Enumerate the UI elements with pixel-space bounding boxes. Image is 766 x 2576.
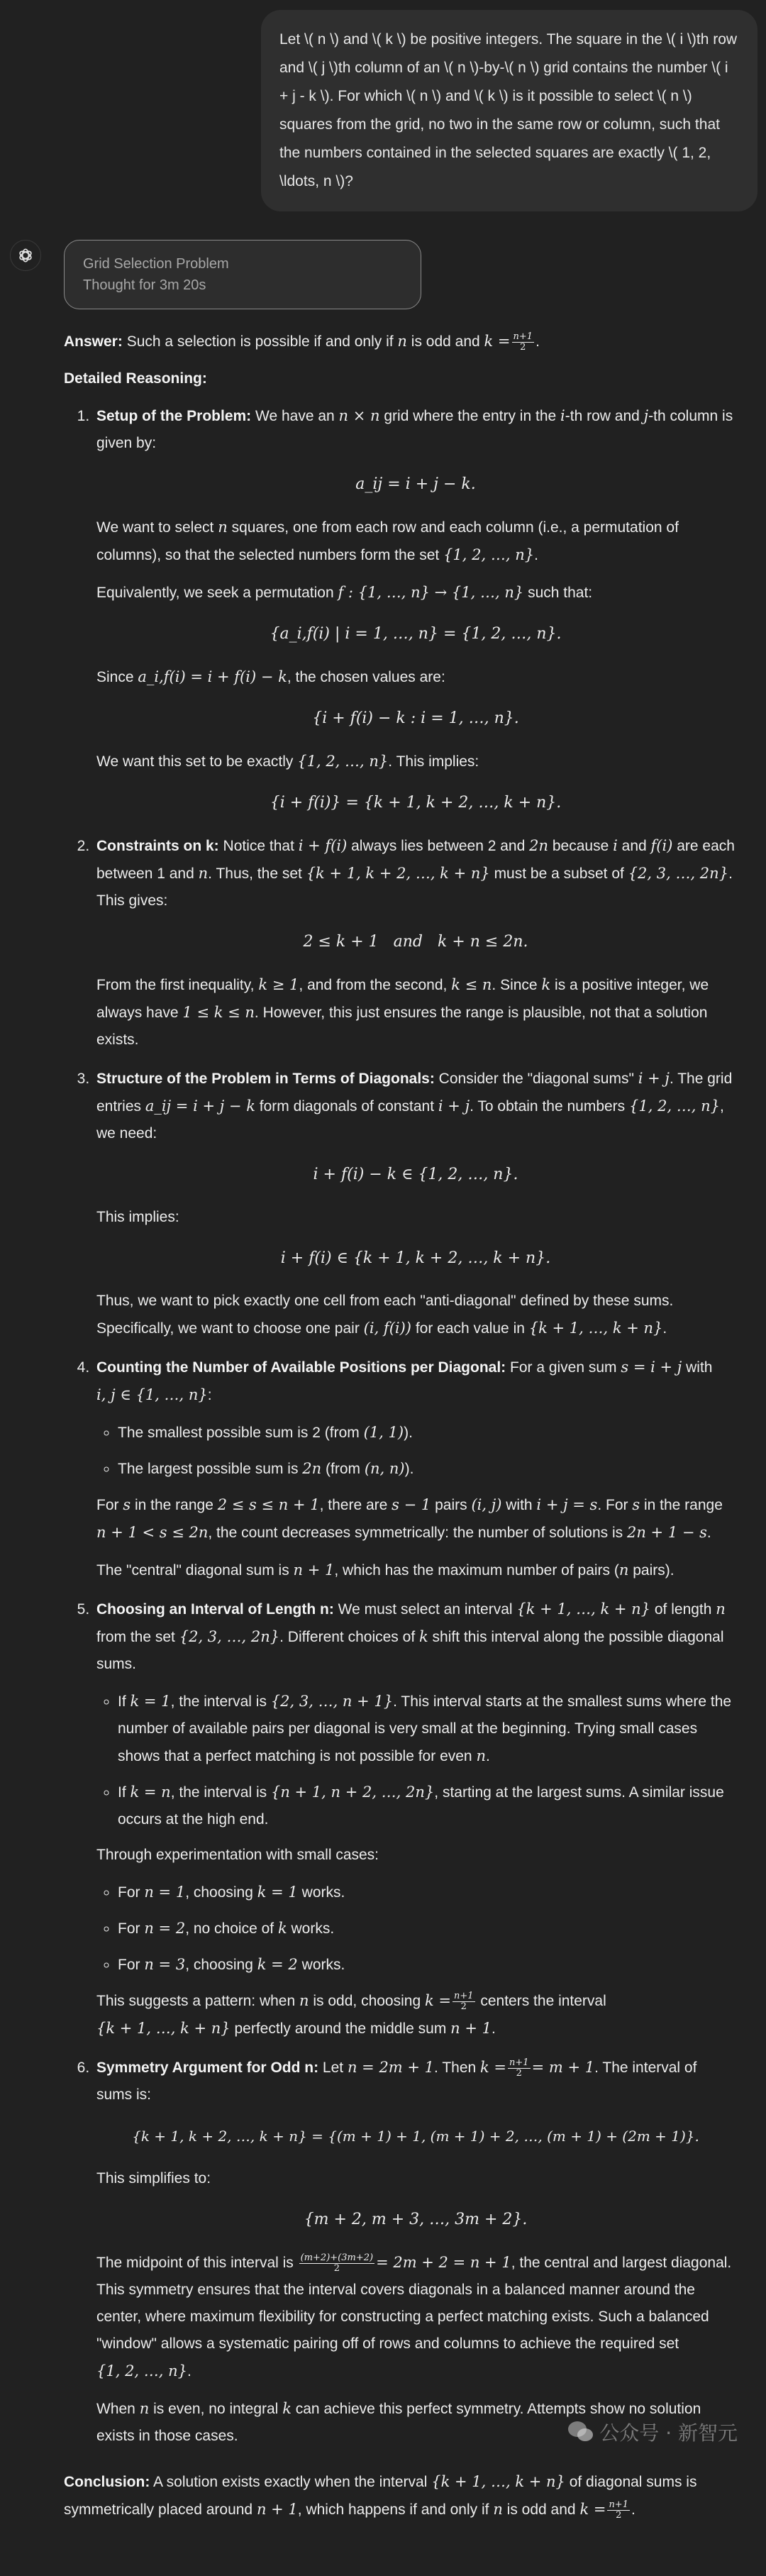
fraction-numerator: n+1	[609, 2499, 628, 2510]
math-display: 2 ≤ k + 1 and k + n ≤ 2n.	[303, 933, 528, 951]
text: From the first inequality,	[96, 977, 259, 993]
text: of length	[650, 1601, 716, 1618]
text: .	[631, 2502, 635, 2518]
text: Thus, we want to pick exactly one cell from each "anti-diagonal" defined by these sums. Specifically, we want to choose one pair	[96, 1293, 674, 1337]
text: , no choice of	[185, 1920, 278, 1937]
math-inline: = 2m + 2 = n + 1	[376, 2254, 511, 2271]
text: . This gives:	[96, 866, 733, 909]
openai-logo-icon	[16, 246, 35, 265]
text: This simplifies to:	[96, 2170, 211, 2187]
bullet-item	[118, 1688, 735, 1770]
text: , there are	[319, 1497, 392, 1513]
text: , and from the second,	[299, 977, 452, 993]
step-item	[94, 1596, 735, 2042]
step-paragraph	[96, 1987, 735, 2042]
text: Let	[318, 2060, 348, 2076]
math-inline: {k + 1, …, k + n}	[528, 1320, 663, 1337]
text: For	[118, 1884, 145, 1901]
fraction-denominator: 2	[460, 2001, 467, 2012]
math-inline: {1, 2, …, n}	[443, 546, 535, 563]
text: We want this set to be exactly	[96, 753, 298, 770]
text: pairs	[431, 1497, 472, 1513]
assistant-avatar	[10, 240, 41, 271]
text: for each value in	[411, 1320, 529, 1337]
bullet-item	[118, 1419, 735, 1447]
text: A solution exists exactly when the interval	[150, 2474, 432, 2490]
step-paragraph	[96, 2054, 735, 2108]
math-inline: n + 1	[450, 2020, 492, 2037]
math-inline: k = n	[130, 1784, 171, 1801]
step-paragraph	[96, 1288, 735, 1342]
text: can achieve this perfect symmetry. Attempts show no solution exists in those cases.	[96, 2401, 701, 2444]
text: always lies between 2 and	[347, 838, 530, 854]
math-inline: n	[397, 333, 407, 350]
math-fraction	[453, 1991, 475, 2012]
math-display: {i + f(i)} = {k + 1, k + 2, …, k + n}.	[270, 794, 562, 812]
math-inline: f : {1, …, n} → {1, …, n}	[338, 584, 524, 601]
step-paragraph	[96, 1065, 735, 1147]
step-item	[94, 1354, 735, 1584]
text: of diagonal sums is symmetrically placed around	[64, 2474, 697, 2518]
text: form diagonals of constant	[255, 1098, 438, 1115]
math-inline: a_i,f(i) = i + f(i) − k	[138, 668, 287, 685]
text: This suggests a pattern: when	[96, 1993, 299, 2009]
math-inline: n	[493, 2501, 503, 2518]
math-inline: (i, j)	[471, 1496, 502, 1513]
thought-summary-toggle[interactable]	[64, 240, 421, 309]
text: For a given sum	[506, 1359, 621, 1376]
step-item	[94, 402, 735, 817]
math-inline: 2n	[302, 1460, 322, 1477]
math-inline: s	[632, 1496, 640, 1513]
text: This implies:	[96, 1209, 179, 1225]
text: works.	[297, 1884, 345, 1901]
math-inline: n = 1	[144, 1884, 186, 1901]
text: , we need:	[96, 1098, 724, 1141]
text: pairs).	[628, 1562, 675, 1579]
text: . The grid entries	[96, 1071, 733, 1115]
answer-text: .	[535, 333, 540, 350]
text: is even, no integral	[149, 2401, 283, 2417]
math-display: {i + f(i) − k : i = 1, …, n}.	[312, 709, 519, 727]
math-inline: i	[560, 407, 565, 424]
math-inline: n + 1 < s ≤ 2n	[96, 1524, 209, 1541]
math-inline: n + 1	[256, 2501, 298, 2518]
math-inline: {k + 1, …, k + n}	[431, 2473, 565, 2490]
text: For	[118, 1957, 145, 1973]
bullet-item	[118, 1779, 735, 1833]
math-inline: k =	[424, 1992, 451, 2009]
math-display: {m + 2, m + 3, …, 3m + 2}.	[304, 2211, 528, 2228]
text: works.	[287, 1920, 335, 1937]
text: If	[118, 1784, 131, 1801]
reasoning-steps	[64, 402, 735, 2450]
text: , the count decreases symmetrically: the number of solutions is	[208, 1525, 627, 1541]
math-inline: k	[541, 976, 551, 993]
step-title: Constraints on k:	[96, 838, 219, 854]
text: perfectly around the middle sum	[230, 2021, 451, 2037]
assistant-response	[64, 328, 735, 2524]
math-inline: n = 2	[144, 1920, 186, 1937]
math-inline: n = 2m + 1	[347, 2059, 435, 2076]
text: is odd, choosing	[309, 1993, 425, 2009]
step-paragraph	[96, 1842, 735, 1869]
text: When	[96, 2401, 140, 2417]
step-paragraph	[96, 579, 735, 607]
math-inline: f(i)	[650, 837, 673, 854]
text: The smallest possible sum is 2 (from	[118, 1425, 364, 1441]
math-display: i + f(i) ∈ {k + 1, k + 2, …, k + n}.	[280, 1249, 551, 1267]
math-fraction	[299, 2253, 374, 2274]
text: from the set	[96, 1629, 179, 1645]
text: The largest possible sum is	[118, 1461, 303, 1477]
text: Notice that	[218, 838, 299, 854]
text: , the chosen values are:	[287, 669, 445, 685]
text: We want to select	[96, 519, 218, 536]
math-inline: n	[299, 1992, 309, 2009]
step-title: Setup of the Problem:	[96, 408, 252, 424]
step-item	[94, 832, 735, 1054]
text: , starting at the largest sums. A similar issue occurs at the high end.	[118, 1784, 724, 1828]
math-inline: (n, n)	[364, 1460, 405, 1477]
step-paragraph	[96, 832, 735, 914]
math-inline: (1, 1)	[363, 1424, 404, 1441]
math-fraction	[508, 2058, 531, 2079]
math-inline: (i, f(i))	[363, 1320, 411, 1337]
fraction-denominator: 2	[520, 341, 526, 353]
text: and	[617, 838, 651, 854]
text: For	[96, 1497, 123, 1513]
math-inline: {n + 1, n + 2, …, 2n}	[270, 1784, 435, 1801]
text: squares, one from each row and each column (i.e., a permutation of columns), so that the selected numbers form the set	[96, 519, 679, 563]
math-fraction	[607, 2500, 630, 2521]
text: such that:	[523, 585, 593, 601]
step-paragraph	[96, 1596, 735, 1678]
text: We must select an interval	[333, 1601, 517, 1618]
text: Since	[96, 669, 138, 685]
step-paragraph	[96, 2395, 735, 2450]
text: , which happens if and only if	[297, 2502, 494, 2518]
user-message-row	[0, 0, 766, 211]
fraction-numerator: (m+2)+(3m+2)	[300, 2252, 374, 2263]
math-inline: k = 2	[257, 1956, 298, 1973]
text: . For	[597, 1497, 633, 1513]
text: . The interval of sums is:	[96, 2060, 697, 2103]
step-paragraph	[96, 1204, 735, 1231]
math-inline: k ≥ 1	[258, 976, 299, 993]
math-inline: k =	[484, 333, 511, 350]
user-message-text: Let \( n \) and \( k \) be positive integers. The square in the \( i \)th row and \( j \)th column of an \( n \)-by-\( n \) grid contains the number \( i + j - k \). For which \( n \) and \( k \) is it possible to select \( n \) squares from the grid, no two in the same row or column, such that the numbers contained in the selected squares are exactly \( 1, 2, \ldots, n \)?	[279, 31, 738, 189]
math-display: i + f(i) − k ∈ {1, 2, …, n}.	[313, 1166, 518, 1183]
math-inline: 1 ≤ k ≤ n	[182, 1004, 255, 1021]
math-inline: n = 3	[144, 1956, 186, 1973]
text: .	[662, 1320, 667, 1337]
step-title: Counting the Number of Available Positions per Diagonal:	[96, 1359, 506, 1376]
step-title: Choosing an Interval of Length n:	[96, 1601, 334, 1618]
step-paragraph	[96, 663, 735, 691]
math-inline: {k + 1, k + 2, …, k + n}	[306, 865, 490, 882]
step-paragraph	[96, 2165, 735, 2192]
step-item	[94, 1065, 735, 1342]
math-inline: n	[716, 1601, 726, 1618]
step-paragraph	[96, 2249, 735, 2385]
text: If	[118, 1693, 131, 1710]
thought-title: Grid Selection Problem	[83, 256, 229, 272]
math-display: a_ij = i + j − k.	[355, 475, 476, 493]
math-inline: a_ij = i + j − k	[145, 1098, 255, 1115]
math-inline: {k + 1, …, k + n}	[516, 1601, 651, 1618]
text: , choosing	[185, 1957, 257, 1973]
text: , the interval is	[170, 1784, 271, 1801]
fraction-numerator: n+1	[453, 1990, 474, 2001]
text: Equivalently, we seek a permutation	[96, 585, 338, 601]
step-title: Structure of the Problem in Terms of Diagonals:	[96, 1071, 435, 1087]
step-title: Symmetry Argument for Odd n:	[96, 2060, 319, 2076]
math-inline: i + j = s	[536, 1496, 598, 1513]
math-inline: n + 1	[293, 1561, 335, 1579]
text: The midpoint of this interval is	[96, 2255, 298, 2271]
text: . Then	[434, 2060, 481, 2076]
math-inline: k = 1	[130, 1693, 171, 1710]
math-inline: = m + 1	[531, 2059, 595, 2076]
math-inline: n	[618, 1561, 629, 1579]
text: is a positive integer, we always have	[96, 977, 709, 1021]
math-inline: i, j ∈ {1, …, n}	[96, 1386, 208, 1403]
step-paragraph	[96, 971, 735, 1054]
math-inline: i	[613, 837, 618, 854]
text: grid where the entry in the	[379, 408, 561, 424]
math-inline: j	[643, 407, 649, 424]
detailed-heading	[64, 365, 735, 392]
math-inline: n × n	[338, 407, 380, 424]
fraction-denominator: 2	[516, 2067, 522, 2079]
text: (from	[321, 1461, 365, 1477]
math-inline: s	[123, 1496, 131, 1513]
answer-text: is odd and	[406, 333, 484, 350]
text: .	[485, 1748, 490, 1764]
math-inline: 2n + 1 − s	[627, 1524, 707, 1541]
text: with	[501, 1497, 537, 1513]
step-item	[94, 2054, 735, 2450]
step-paragraph	[96, 748, 735, 775]
thought-duration: Thought for 3m 20s	[83, 277, 206, 293]
text: . Since	[492, 977, 542, 993]
math-inline: n	[139, 2400, 150, 2417]
text: in the range	[640, 1497, 723, 1513]
text: works.	[297, 1957, 345, 1973]
math-inline: s = i + j	[621, 1359, 682, 1376]
answer-paragraph	[64, 328, 735, 355]
answer-text: Such a selection is possible if and only if	[122, 333, 398, 350]
text: .	[706, 1525, 711, 1541]
math-inline: 2 ≤ s ≤ n + 1	[217, 1496, 320, 1513]
text: is odd and	[502, 2502, 580, 2518]
text: , the central and largest diagonal. This symmetry ensures that the interval covers diagonals in a balanced manner around the center, where maximum flexibility for constructing a perfect matching exists. Such a balanced "window" allows a systematic pairing off of rows and columns to achieve the required set	[96, 2255, 732, 2352]
math-fraction	[512, 332, 535, 353]
math-display: {k + 1, k + 2, …, k + n} = {(m + 1) + 1, (m + 1) + 2, …, (m + 1) + (2m + 1)}.	[132, 2128, 699, 2145]
math-inline: n	[476, 1747, 486, 1764]
text: .	[492, 2021, 496, 2037]
text: We have an	[251, 408, 339, 424]
math-inline: k =	[579, 2501, 606, 2518]
bullet-list	[96, 1688, 735, 1833]
text: . This implies:	[388, 753, 479, 770]
step-paragraph	[96, 1557, 735, 1584]
math-inline: k	[418, 1628, 428, 1645]
assistant-message	[0, 211, 766, 2576]
text: ).	[404, 1425, 413, 1441]
text: -th row and	[565, 408, 644, 424]
text: Consider the "diagonal sums"	[434, 1071, 638, 1087]
text: because	[548, 838, 614, 854]
text: , choosing	[185, 1884, 257, 1901]
text: .	[534, 547, 538, 563]
conclusion-label: Conclusion:	[64, 2474, 150, 2490]
math-inline: i + j	[438, 1098, 470, 1115]
text: , which has the maximum number of pairs (	[334, 1562, 619, 1579]
bullet-list	[96, 1879, 735, 1979]
text: with	[682, 1359, 713, 1376]
text: . Thus, the set	[208, 866, 306, 882]
fraction-numerator: n+1	[513, 331, 533, 342]
text: Through experimentation with small cases:	[96, 1847, 379, 1863]
math-inline: {2, 3, …, 2n}	[179, 1628, 280, 1645]
text: , the interval is	[170, 1693, 271, 1710]
user-message-bubble	[261, 10, 757, 211]
detailed-heading-text: Detailed Reasoning:	[64, 370, 207, 387]
conclusion-paragraph	[64, 2468, 735, 2524]
step-paragraph	[96, 402, 735, 457]
math-inline: n	[198, 865, 209, 882]
text: centers the interval	[476, 1993, 606, 2009]
text: . This interval starts at the smallest sums where the number of available pairs per diagonal is very small at the beginning. Trying small cases shows that a perfect matching is not possible for even	[118, 1693, 732, 1764]
math-inline: {2, 3, …, 2n}	[628, 865, 729, 882]
math-inline: k = 1	[257, 1884, 298, 1901]
math-inline: {1, 2, …, n}	[96, 2362, 188, 2379]
step-paragraph	[96, 1491, 735, 1547]
step-paragraph	[96, 1354, 735, 1409]
math-inline: {1, 2, …, n}	[297, 753, 389, 770]
text: ).	[404, 1461, 414, 1477]
text: in the range	[131, 1497, 218, 1513]
math-display: {a_i,f(i) | i = 1, …, n} = {1, 2, …, n}.	[270, 625, 562, 643]
fraction-denominator: 2	[616, 2509, 622, 2521]
fraction-numerator: n+1	[509, 2057, 529, 2068]
text: . To obtain the numbers	[470, 1098, 630, 1115]
text: shift this interval along the possible diagonal sums.	[96, 1629, 724, 1672]
bullet-item	[118, 1915, 735, 1942]
text: -th column is given by:	[96, 408, 733, 451]
math-inline: {2, 3, …, n + 1}	[270, 1693, 394, 1710]
answer-label: Answer:	[64, 333, 123, 350]
math-inline: k	[277, 1920, 287, 1937]
bullet-item	[118, 1951, 735, 1979]
watermark-text: 公众号 · 新智元	[599, 2421, 738, 2445]
step-paragraph	[96, 514, 735, 569]
math-inline: {1, 2, …, n}	[629, 1098, 721, 1115]
math-inline: n	[218, 519, 228, 536]
math-inline: k =	[480, 2059, 507, 2076]
math-inline: {k + 1, …, k + n}	[96, 2020, 231, 2037]
bullet-item	[118, 1455, 735, 1483]
text: The "central" diagonal sum is	[96, 1562, 294, 1579]
math-inline: k ≤ n	[451, 976, 492, 993]
math-inline: s − 1	[392, 1496, 431, 1513]
math-inline: i + j	[638, 1070, 670, 1087]
text: . However, this just ensures the range is plausible, not that a solution exists.	[96, 1005, 708, 1048]
text: :	[207, 1387, 212, 1403]
text: must be a subset of	[489, 866, 628, 882]
bullet-list	[96, 1419, 735, 1483]
math-inline: i + f(i)	[298, 837, 348, 854]
bullet-item	[118, 1879, 735, 1906]
math-inline: k	[282, 2400, 292, 2417]
text: For	[118, 1920, 145, 1937]
fraction-denominator: 2	[333, 2262, 340, 2274]
text: .	[187, 2363, 192, 2379]
text: are each between 1 and	[96, 838, 735, 882]
math-inline: 2n	[529, 837, 549, 854]
text: . Different choices of	[279, 1629, 419, 1645]
